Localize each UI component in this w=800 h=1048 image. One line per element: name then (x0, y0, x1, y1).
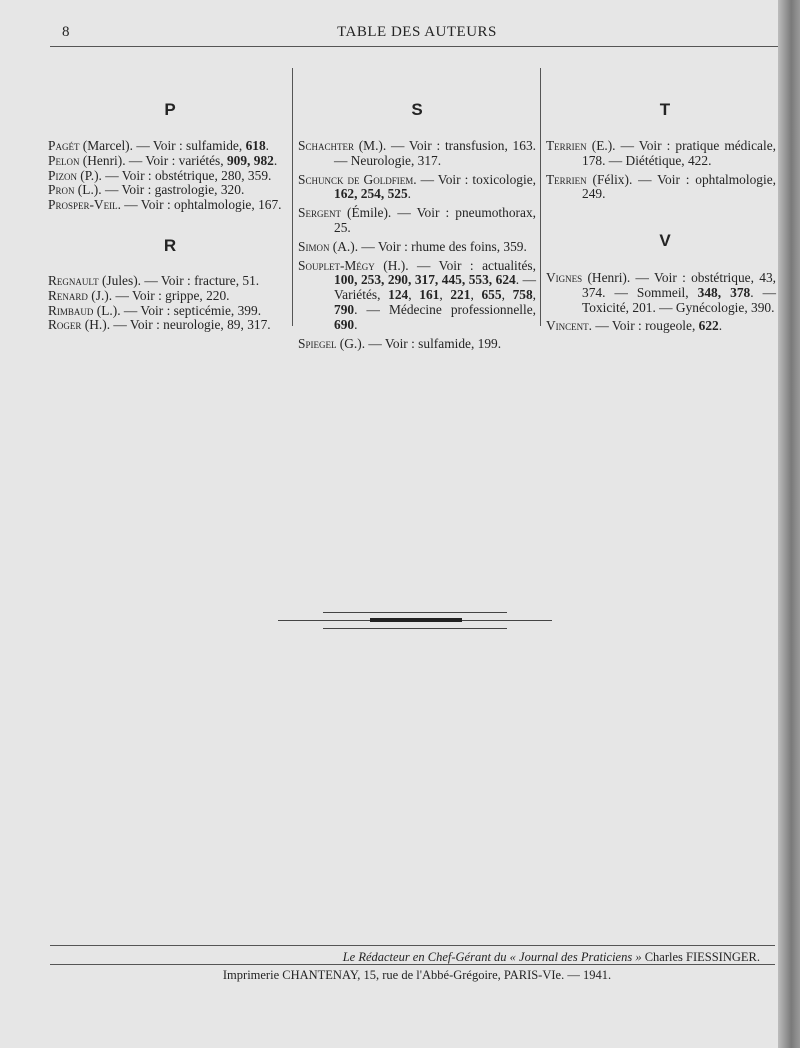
author-name: Vignes (546, 270, 583, 285)
section-p-entries (48, 139, 288, 213)
header-rule (50, 46, 778, 47)
index-entry: Simon (A.). — Voir : rhume des foins, 359. (298, 238, 527, 254)
author-name: Pizon (48, 167, 77, 183)
page-refs: . (718, 318, 723, 334)
index-entry: Schachter (M.). — Voir : transfusion, 163. — Neurologie, 317. (298, 138, 536, 168)
page-refs-bold: 100, 253, 290, 317, 445, 553, 624 (334, 272, 516, 288)
author-name: Rimbaud (48, 302, 94, 318)
page-number: 8 (62, 24, 70, 40)
page-binding-shadow (778, 0, 800, 1048)
index-entry: Pagét (Marcel). — Voir : sulfamide, 618. (48, 138, 270, 153)
page-refs: . (265, 138, 270, 153)
author-name: Terrien (546, 171, 587, 187)
section-heading-r: R (163, 236, 177, 255)
index-entry: Pelon (Henri). — Voir : variétés, 909, 982. (48, 152, 278, 168)
index-entry: Terrien (Félix). — Voir : ophtalmologie, 249. (546, 171, 776, 202)
section-v-entries (546, 271, 776, 338)
author-name: Souplet-Mégy (298, 257, 375, 273)
section-heading-t: T (659, 100, 671, 119)
page-refs: . (273, 152, 278, 168)
author-name: Spiegel (298, 335, 337, 351)
section-t-entries (546, 139, 776, 206)
page-refs-bold: 909, 982 (226, 152, 274, 168)
ornament-bar (370, 618, 462, 622)
column-divider-right (540, 68, 541, 326)
section-r-entries (48, 274, 288, 333)
section-heading-s: S (411, 100, 423, 119)
column-divider-left (292, 68, 293, 326)
author-name: Vincent (546, 318, 589, 334)
section-heading-p: P (164, 100, 176, 119)
author-name: Regnault (48, 273, 99, 288)
section-s-entries (298, 139, 536, 355)
page-refs: . — Toxicité, 201. — Gynécologie, 390. (582, 284, 776, 315)
index-entry: Prosper-Veil. — Voir : ophtalmologie, 167. (48, 197, 282, 213)
index-entry: Rimbaud (L.). — Voir : septicémie, 399. (48, 302, 262, 318)
index-entry: Regnault (Jules). — Voir : fracture, 51. (48, 273, 260, 288)
page-refs-bold: 618 (245, 138, 266, 153)
page-refs-bold: 162, 254, 525 (334, 186, 408, 202)
editor-title: Le Rédacteur en Chef-Gérant du « Journal des Praticiens » (342, 950, 642, 964)
editor-credit (343, 950, 760, 965)
author-name: Terrien (546, 138, 587, 153)
ornament-rule-bottom (323, 628, 507, 629)
index-entry: Pron (L.). — Voir : gastrologie, 320. (48, 182, 245, 198)
page-refs: . (407, 186, 412, 202)
index-entry: Vincent. — Voir : rougeole, 622. (546, 318, 723, 334)
section-heading-v: V (659, 231, 671, 250)
printer-imprint: Imprimerie CHANTENAY, 15, rue de l'Abbé-Grégoire, PARIS-VIe. — 1941. (222, 968, 612, 982)
author-name: Renard (48, 287, 88, 303)
index-entry: Vignes (Henri). — Voir : obstétrique, 43, 374. — Sommeil, 348, 378. — Toxicité, 201. — Gynécologie, 390. (546, 270, 776, 315)
footer-rule-top (50, 945, 775, 946)
author-name: Prosper-Veil (48, 197, 118, 213)
index-entry: Terrien (E.). — Voir : pratique médicale, 178. — Diététique, 422. (546, 138, 776, 168)
page-refs-bold: 348, 378 (697, 284, 751, 300)
index-entry: Pizon (P.). — Voir : obstétrique, 280, 359. (48, 167, 272, 183)
footer-rule-bottom (50, 964, 775, 965)
author-name: Roger (48, 317, 82, 333)
author-name: Pelon (48, 152, 80, 168)
author-name: Schachter (298, 138, 354, 153)
author-name: Pagét (48, 138, 80, 153)
editor-name: Charles FIESSINGER. (641, 950, 760, 964)
index-entry: Sergent (Émile). — Voir : pneumothorax, 25. (298, 205, 536, 235)
author-name: Schunck de Goldfiem (298, 171, 414, 187)
index-entry: Schunck de Goldfiem. — Voir : toxicologie, 162, 254, 525. (298, 171, 536, 202)
index-entry: Renard (J.). — Voir : grippe, 220. (48, 287, 230, 303)
index-entry: Roger (H.). — Voir : neurologie, 89, 317. (48, 317, 271, 333)
author-name: Pron (48, 182, 75, 198)
index-entry: Souplet-Mégy (H.). — Voir : actualités, 100, 253, 290, 317, 445, 553, 624. — Variétés, 124, 161, 221, 655, 758, 790. — Médecine professionnelle, 690. (298, 257, 537, 332)
ornament-rule-top (323, 612, 507, 613)
author-name: Sergent (298, 205, 341, 221)
index-entry: Spiegel (G.). — Voir : sulfamide, 199. (298, 335, 502, 351)
author-name: Simon (298, 238, 330, 254)
running-title: TABLE DES AUTEURS (337, 24, 497, 40)
page-refs: . — Variétés, 124, 161, 221, 655, 758, 790. — Médecine professionnelle, 690. (334, 272, 537, 332)
page-refs-bold: 622 (698, 318, 719, 334)
